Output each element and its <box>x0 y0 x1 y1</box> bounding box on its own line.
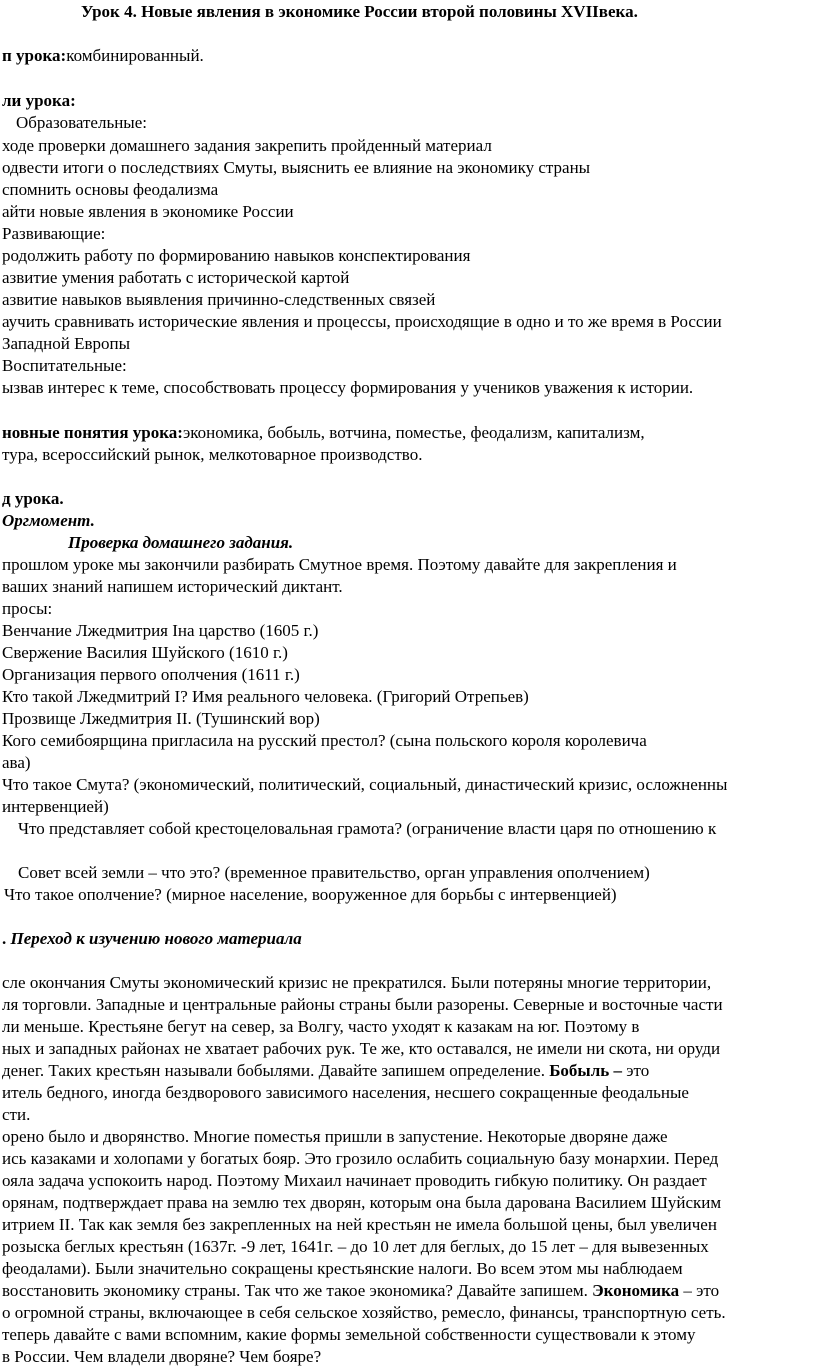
key-concepts-label: новные понятия урока: <box>2 423 183 442</box>
paragraph-line: ояла задача успокоить народ. Поэтому Михаил начинает проводить гибкую политику. Он раздает <box>2 1171 707 1190</box>
goal-line: Развивающие: <box>2 224 106 243</box>
paragraph-line: сле окончания Смуты экономический кризис не прекратился. Были потеряны многие территории, <box>2 973 712 992</box>
goal-line: спомнить основы феодализма <box>2 180 219 199</box>
paragraph-line: ись казаками и холопами у богатых бояр. Это грозило ослабить социальную базу монархии. Перед <box>2 1149 719 1168</box>
lesson-course-label: д урока. <box>2 489 64 508</box>
paragraph-line: сти. <box>2 1105 31 1124</box>
new-material-heading <box>2 929 302 951</box>
paragraph-line: ных и западных районах не хватает рабочих рук. Те же, кто оставался, не имели ни скота, ни оруди <box>2 1039 721 1058</box>
goal-line: Образовательные: <box>16 113 147 132</box>
paragraph-line: в России. Чем владели дворяне? Чем бояре? <box>2 1347 322 1366</box>
goal-line: родолжить работу по формированию навыков конспектирования <box>2 246 471 265</box>
question-item: Совет всей земли – что это? (временное правительство, орган управления ополчением) <box>18 863 650 882</box>
homework-intro-line: прошлом уроке мы закончили разбирать Смутное время. Поэтому давайте для закрепления и <box>2 555 677 574</box>
term-economy: Экономика <box>592 1281 680 1300</box>
question-item: Организация первого ополчения (1611 г.) <box>2 665 300 684</box>
paragraph-line: итрием II. Так как земля без закрепленных на ней крестьян не имела большой цены, был увеличен <box>2 1215 717 1234</box>
paragraph-text: денег. Таких крестьян называли бобылями. Давайте запишем определение. <box>2 1061 550 1080</box>
question-item: Что такое ополчение? (мирное население, вооруженное для борьбы с интервенцией) <box>4 885 617 904</box>
homework-heading: Проверка домашнего задания. <box>68 533 294 552</box>
paragraph-line: ля торговли. Западные и центральные районы страны были разорены. Северные и восточные части <box>2 995 723 1014</box>
goal-line: одвести итоги о последствиях Смуты, выяснить ее влияние на экономику страны <box>2 158 591 177</box>
lesson-type <box>2 46 204 68</box>
key-concepts-value: экономика, бобыль, вотчина, поместье, феодализм, капитализм, <box>182 423 645 442</box>
paragraph-line: итель бедного, иногда бездворового зависимого населения, несшего сокращенные феодальные <box>2 1083 689 1102</box>
paragraph-line: ли меньше. Крестьяне бегут на север, за Волгу, часто уходят к казакам на юг. Поэтому в <box>2 1017 640 1036</box>
goal-line: айти новые явления в экономике России <box>2 202 294 221</box>
term-bobyl: Бобыль – <box>549 1061 622 1080</box>
orgmoment-heading: Оргмомент. <box>2 511 95 530</box>
paragraph-line: феодалами). Были значительно сокращены крестьянские налоги. Во всем этом мы наблюдаем <box>2 1259 683 1278</box>
paragraph-line: теперь давайте с вами вспомним, какие формы земельной собственности существовали к этому <box>2 1325 696 1344</box>
goal-line: Воспитательные: <box>2 356 127 375</box>
question-item: Венчание Лжедмитрия Іна царство (1605 г.) <box>2 621 319 640</box>
lesson-type-label: п урока: <box>2 46 67 65</box>
new-material-title: Переход к изучению нового материала <box>10 929 302 948</box>
goal-line: аучить сравнивать исторические явления и процессы, происходящие в одно и то же время в России <box>2 312 722 331</box>
paragraph-line <box>2 1281 719 1303</box>
paragraph-line <box>2 1061 649 1083</box>
new-material-number: . <box>2 929 11 948</box>
question-item: Кого семибоярщина пригласила на русский престол? (сына польского короля королевича <box>2 731 647 750</box>
question-item: Что такое Смута? (экономический, политический, социальный, династический кризис, осложненны <box>2 775 728 794</box>
question-item: Кто такой Лжедмитрий I? Имя реального человека. (Григорий Отрепьев) <box>2 687 529 706</box>
paragraph-text: – это <box>679 1281 720 1300</box>
paragraph-text: восстановить экономику страны. Так что же такое экономика? Давайте запишем. <box>2 1281 593 1300</box>
paragraph-line: розыска беглых крестьян (1637г. -9 лет, 1641г. – до 10 лет для беглых, до 15 лет – для вывезенных <box>2 1237 709 1256</box>
question-item: интервенцией) <box>2 797 109 816</box>
goal-line: Западной Европы <box>2 334 131 353</box>
key-concepts-line2: тура, всероссийский рынок, мелкотоварное производство. <box>2 445 423 464</box>
paragraph-line: орянам, подтверждает права на землю тех дворян, которым она была дарована Василием Шуйским <box>2 1193 722 1212</box>
question-item: Свержение Василия Шуйского (1610 г.) <box>2 643 288 662</box>
paragraph-text: это <box>621 1061 650 1080</box>
lesson-title: Урок 4. Новые явления в экономике России второй половины XVIIвека. <box>81 2 638 21</box>
goal-line: ходе проверки домашнего задания закрепить пройденный материал <box>2 136 492 155</box>
paragraph-line: орено было и дворянство. Многие поместья пришли в запустение. Некоторые дворяне даже <box>2 1127 668 1146</box>
goal-line: ызвав интерес к теме, способствовать процессу формирования у учеников уважения к истории. <box>2 378 694 397</box>
goal-line: азвитие умения работать с исторической картой <box>2 268 350 287</box>
paragraph-line: о огромной страны, включающее в себя сельское хозяйство, ремесло, финансы, транспортную сеть. <box>2 1303 726 1322</box>
goal-line: азвитие навыков выявления причинно-следственных связей <box>2 290 436 309</box>
question-item: Что представляет собой крестоцеловальная грамота? (ограничение власти царя по отношению к <box>18 819 717 838</box>
question-item: Прозвище Лжедмитрия II. (Тушинский вор) <box>2 709 320 728</box>
questions-label: просы: <box>2 599 53 618</box>
key-concepts <box>2 423 645 445</box>
lesson-type-value: комбинированный. <box>66 46 204 65</box>
homework-intro-line: ваших знаний напишем исторический диктант. <box>2 577 343 596</box>
question-item: ава) <box>2 753 31 772</box>
goals-label: ли урока: <box>2 91 76 110</box>
